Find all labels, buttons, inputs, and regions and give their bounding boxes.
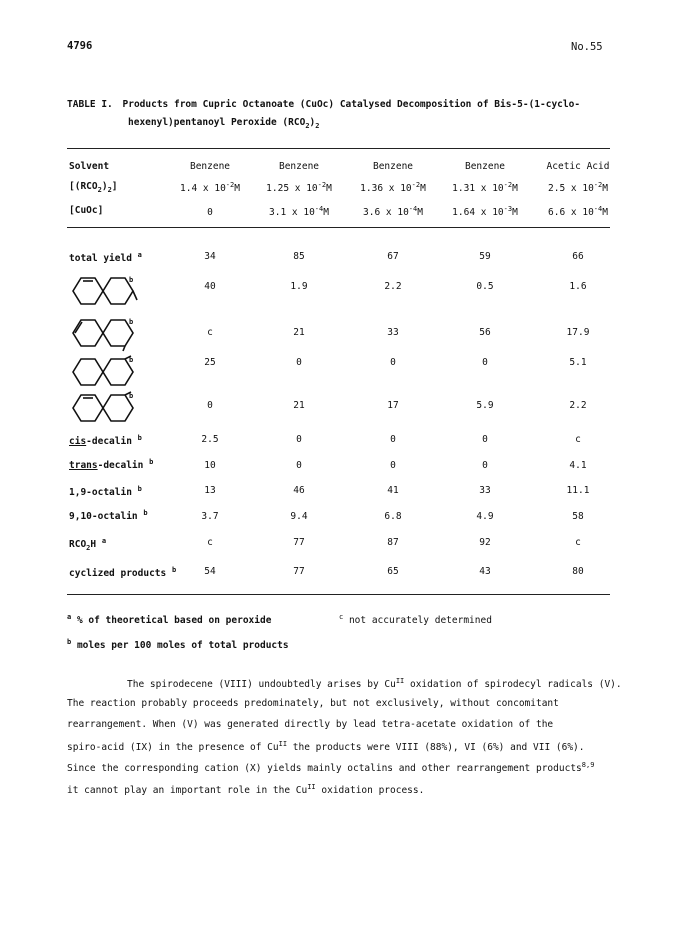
table-cell: 65: [387, 566, 399, 577]
table-cell: 1.9: [290, 281, 308, 292]
body-line-6: it cannot play an important role in the $Cu^{II}$ oxidation process.: [67, 783, 425, 797]
table-cell: 0: [390, 357, 396, 368]
table-cell: 40: [204, 281, 216, 292]
solvent-1: Benzene: [189, 161, 231, 172]
table-cell: 0: [296, 434, 302, 445]
table-cell: 2.2: [384, 281, 402, 292]
structure-1-sup: b: [129, 276, 134, 284]
table-cell: 11.1: [566, 485, 590, 496]
table-cell: 80: [572, 566, 584, 577]
table-cell: 0.5: [476, 281, 494, 292]
table-cell: 34: [204, 251, 216, 262]
table-cell: 3.7: [201, 511, 219, 522]
table-cell: 66: [572, 251, 584, 262]
table-cell: 41: [387, 485, 399, 496]
table-top-rule: [67, 148, 610, 149]
table-cell: 6.8: [384, 511, 402, 522]
cuoc-conc-5: 6.6 x $10^{-4}M$: [548, 205, 608, 219]
solvent-3: Benzene: [372, 161, 414, 172]
table-cell: 77: [293, 537, 305, 548]
table-cell: 85: [293, 251, 305, 262]
row-label-910-octalin: 9,10-octalin $^b$: [69, 509, 148, 523]
table-cell: 87: [387, 537, 399, 548]
table-caption-line1: [67, 99, 580, 110]
footnote-a: $^a$ % of theoretical based on peroxide: [67, 613, 272, 627]
table-caption-line2: hexenyl)pentanoyl Peroxide $(RCO_2)_2$: [128, 117, 320, 130]
body-line-5: Since the corresponding cation (X) yields mainly octalins and other rearrangement products$^{8,9}$: [67, 761, 595, 775]
table-cell: 17.9: [566, 327, 590, 338]
table-cell: 5.1: [569, 357, 587, 368]
table-label: TABLE I.: [67, 99, 113, 110]
structure-3-sup: b: [129, 356, 134, 364]
body-line-1: The spirodecene (VIII) undoubtedly arises by $Cu^{II}$ oxidation of spirodecyl radicals (V).: [127, 677, 622, 691]
peroxide-conc-5: 2.5 x $10^{-2}M$: [548, 181, 608, 195]
body-line-3: rearrangement. When (V) was generated directly by lead tetra-acetate oxidation of the: [67, 719, 554, 730]
table-cell: 67: [387, 251, 399, 262]
peroxide-conc-2: 1.25 x $10^{-2}M$: [266, 181, 332, 195]
peroxide-conc-3: 1.36 x $10^{-2}M$: [360, 181, 426, 195]
row-label-19-octalin: 1,9-octalin $^b$: [69, 485, 142, 499]
table-cell: 46: [293, 485, 305, 496]
header-peroxide: $[(RCO_2)_2]$: [69, 181, 118, 194]
cuoc-conc-3: 3.6 x $10^{-4}M$: [363, 205, 423, 219]
table-cell: 0: [296, 460, 302, 471]
footnote-b: $^b$ moles per 100 moles of total products: [67, 638, 289, 652]
cuoc-conc-2: 3.1 x $10^{-4}M$: [269, 205, 329, 219]
table-cell: c: [575, 434, 581, 445]
body-line-2: The reaction probably proceeds predominately, but not exclusively, without concomitant: [67, 698, 559, 709]
table-cell: 21: [293, 327, 305, 338]
peroxide-conc-1: 1.4 x $10^{-2}M$: [180, 181, 240, 195]
issue-number: No.55: [571, 41, 603, 53]
cuoc-conc-4: 1.64 x $10^{-3}M$: [452, 205, 518, 219]
structure-2-sup: b: [129, 318, 134, 326]
footnote-c: $^c$ not accurately determined: [339, 613, 492, 627]
row-label-rco2h: $RCO_2H$ $^a$: [69, 537, 107, 553]
structure-4-sup: b: [129, 392, 134, 400]
table-cell: 9.4: [290, 511, 308, 522]
table-cell: c: [575, 537, 581, 548]
table-cell: 58: [572, 511, 584, 522]
table-cell: 0: [390, 460, 396, 471]
peroxide-conc-4: 1.31 x $10^{-2}M$: [452, 181, 518, 195]
row-label-cis-decalin: cis-decalin $^b$: [69, 434, 142, 448]
table-cell: 2.2: [569, 400, 587, 411]
table-cell: 5.9: [476, 400, 494, 411]
table-cell: 17: [387, 400, 399, 411]
table-header-rule: [67, 227, 610, 228]
cuoc-conc-1: 0: [207, 207, 213, 219]
table-cell: 21: [293, 400, 305, 411]
row-label-cyclized-products: cyclized products $^b$: [69, 566, 177, 580]
solvent-4: Benzene: [464, 161, 506, 172]
table-cell: 92: [479, 537, 491, 548]
table-cell: 0: [482, 434, 488, 445]
solvent-5: Acetic Acid: [546, 161, 610, 172]
body-line-4: spiro-acid (IX) in the presence of $Cu^{II}$ the products were VIII (88%), VI (6%) and VII (6%).: [67, 740, 585, 754]
table-cell: 0: [390, 434, 396, 445]
table-cell: 0: [482, 357, 488, 368]
table-cell: 10: [204, 460, 216, 471]
header-solvent: Solvent: [69, 161, 110, 172]
table-cell: 59: [479, 251, 491, 262]
table-cell: c: [207, 537, 213, 548]
table-cell: 2.5: [201, 434, 219, 445]
table-bottom-rule: [67, 594, 610, 595]
caption-text: Products from Cupric Octanoate (CuOc) Catalysed Decomposition of Bis-5-(1-cyclo-: [122, 99, 581, 110]
table-cell: 54: [204, 566, 216, 577]
table-cell: 43: [479, 566, 491, 577]
table-cell: c: [207, 327, 213, 338]
table-cell: 25: [204, 357, 216, 368]
table-cell: 33: [387, 327, 399, 338]
table-cell: 4.1: [569, 460, 587, 471]
table-cell: 56: [479, 327, 491, 338]
table-cell: 0: [482, 460, 488, 471]
table-cell: 77: [293, 566, 305, 577]
solvent-2: Benzene: [278, 161, 320, 172]
table-cell: 0: [296, 357, 302, 368]
page-number: 4796: [67, 40, 93, 52]
table-cell: 4.9: [476, 511, 494, 522]
table-cell: 1.6: [569, 281, 587, 292]
table-cell: 0: [207, 400, 213, 411]
row-label-total-yield: total yield $^a$: [69, 251, 142, 265]
table-cell: 13: [204, 485, 216, 496]
table-cell: 33: [479, 485, 491, 496]
row-label-trans-decalin: trans-decalin $^b$: [69, 458, 154, 472]
header-cuoc: [CuOc]: [69, 205, 104, 216]
